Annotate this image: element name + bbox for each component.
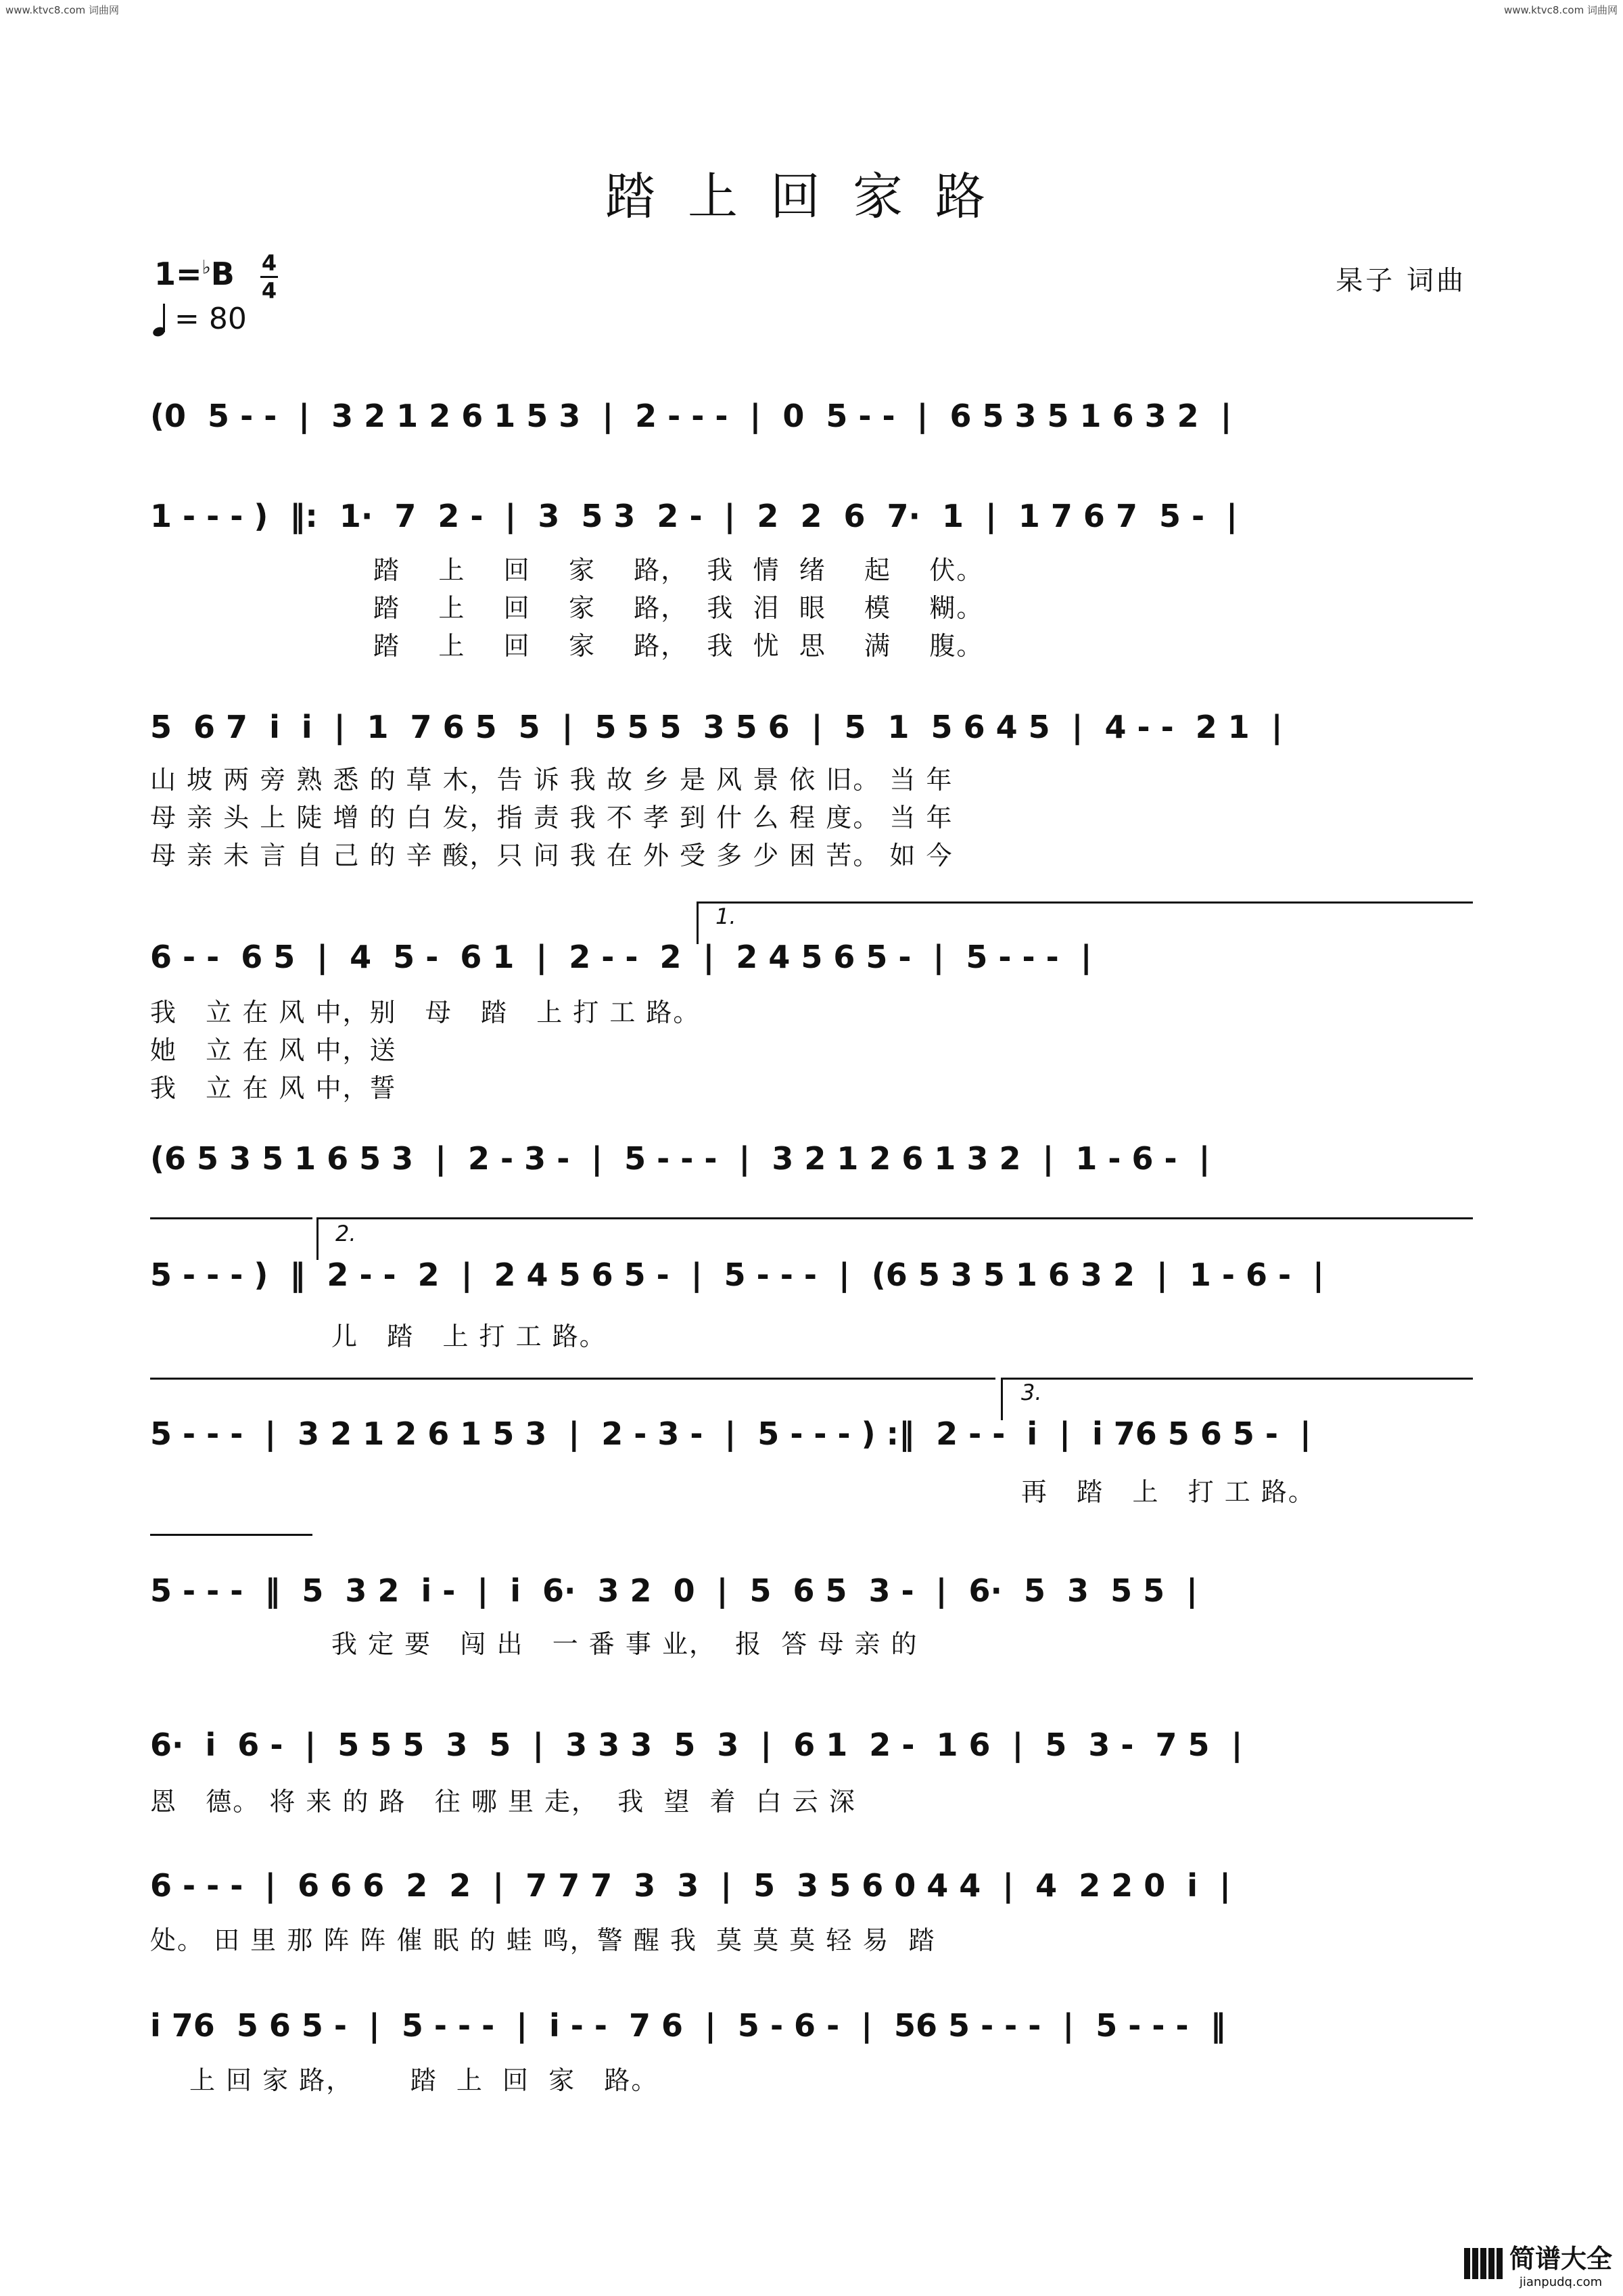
logo-sub-text: jianpudq.com (1519, 2275, 1603, 2289)
meter-top: 4 (261, 250, 277, 276)
notes: (0 5 - - | 3 2 1 2 6 1 5 3 | 2 - - - | 0 5 - - | 6 5 3 5 1 6 3 2 | (150, 398, 1232, 434)
lyric-text: 踏 上 回 家 路， 我 情 绪 起 伏。 (373, 555, 984, 585)
header-site-right: www.ktvc8.com 词曲网 (1503, 4, 1618, 16)
notation-line (150, 1255, 1472, 1295)
lyric-text: 母 亲 头 上 陡 增 的 白 发，指 责 我 不 孝 到 什 么 程 度。 当 年 (150, 803, 954, 833)
lyric-verse (150, 587, 1472, 621)
lyric-text: 母 亲 未 言 自 己 的 辛 酸，只 问 我 在 外 受 多 少 困 苦。 如 今 (150, 841, 954, 870)
lyric-text: 再 踏 上 打 工 路。 (1021, 1477, 1315, 1507)
bracket-line (150, 1378, 995, 1380)
notation-line (150, 396, 1472, 436)
bracket-line (150, 1217, 312, 1219)
notes: 5 - - - | 3 2 1 2 6 1 5 3 | 2 - 3 - | 5 - - - ) :‖ 2 - - i | i 76 5 6 5 - | (150, 1415, 1311, 1452)
notation-line (150, 1570, 1472, 1611)
lyric-text: 我 立 在 风 中，誓 (150, 1073, 397, 1103)
lyric-verse (150, 625, 1472, 659)
lyric-verse (189, 2059, 1204, 2093)
piano-keys-icon (1464, 2248, 1503, 2279)
notes: 6 - - 6 5 | 4 5 - 6 1 | 2 - - 2 | 2 4 5 6 5 - | 5 - - - | (150, 939, 1092, 975)
notes: 5 - - - ‖ 5 3 2 i - | i 6· 3 2 0 | 5 6 5 3 - | 6· 5 3 5 5 | (150, 1572, 1198, 1609)
lyric-verse (150, 549, 1472, 583)
lyric-verse (150, 797, 1472, 833)
notation-line (150, 2005, 1472, 2046)
lyric-text: 踏 上 回 家 路， 我 忧 思 满 腹。 (373, 631, 984, 661)
notation-line (150, 1413, 1472, 1454)
lyric-verse (150, 835, 1472, 868)
lyric-verse (1021, 1471, 1400, 1505)
key-prefix: 1= (154, 256, 202, 292)
lyric-verse (150, 759, 1472, 793)
notes: i 76 5 6 5 - | 5 - - - | i - - 7 6 | 5 - 6 - | 56 5 - - - | 5 - - - ‖ (150, 2007, 1226, 2044)
key-tone: B (210, 256, 235, 292)
notation-line (150, 937, 1472, 977)
bracket-line (150, 1534, 312, 1536)
logo-main-text: 简谱大全 (1509, 2244, 1612, 2274)
notes: 6 - - - | 6 6 6 2 2 | 7 7 7 3 3 | 5 3 5 6 0 4 4 | 4 2 2 0 i | (150, 1867, 1231, 1904)
notes: 1 - - - ) ‖: 1· 7 2 - | 3 5 3 2 - | 2 2 6 7· 1 | 1 7 6 7 5 - | (150, 498, 1238, 534)
lyric-verse (150, 991, 1198, 1025)
lyric-text: 我 立 在 风 中，别 母 踏 上 打 工 路。 (150, 998, 701, 1027)
tempo-value: = 80 (174, 302, 247, 336)
lyric-text: 她 立 在 风 中，送 (150, 1035, 397, 1065)
tempo-mark (153, 302, 247, 336)
notation-line (150, 1725, 1472, 1765)
notes: 6· i 6 - | 5 5 5 3 5 | 3 3 3 5 3 | 6 1 2 - 1 6 | 5 3 - 7 5 | (150, 1727, 1243, 1763)
notation-line (150, 707, 1472, 747)
lyric-verse (150, 1067, 1198, 1101)
lyric-text: 踏 上 回 家 路， 我 泪 眼 模 糊。 (373, 593, 984, 623)
volta-bracket (316, 1217, 1473, 1260)
author-credit: 杲子 词曲 (1336, 265, 1466, 296)
key-signature (154, 256, 235, 292)
lyric-text: 处。 田 里 那 阵 阵 催 眠 的 蛙 鸣，警 醒 我 莫 莫 莫 轻 易 踏 (150, 1925, 936, 1955)
lyric-text: 上 回 家 路， 踏 上 回 家 路。 (189, 2065, 659, 2095)
lyric-text: 山 坡 两 旁 熟 悉 的 草 木，告 诉 我 故 乡 是 风 景 依 旧。 当 年 (150, 765, 954, 795)
lyric-verse (331, 1623, 1447, 1657)
time-signature (260, 252, 278, 302)
site-logo (1464, 2238, 1612, 2289)
flat-sign: ♭ (202, 256, 211, 279)
notation-line (150, 1865, 1472, 1906)
notation-line (150, 1138, 1472, 1179)
lyric-verse (150, 1919, 1472, 1953)
lyric-text: 儿 踏 上 打 工 路。 (331, 1321, 607, 1351)
lyric-verse (150, 1029, 1198, 1063)
volta-label: 1. (715, 904, 736, 929)
quarter-note-icon (153, 302, 168, 336)
lyric-verse (150, 1781, 1472, 1817)
lyric-text: 我 定 要 闯 出 一 番 事 业， 报 答 母 亲 的 (331, 1629, 918, 1659)
lyric-verse (331, 1315, 737, 1349)
notes: 5 6 7 i i | 1 7 6 5 5 | 5 5 5 3 5 6 | 5 1 5 6 4 5 | 4 - - 2 1 | (150, 709, 1283, 745)
header-site-left: www.ktvc8.com 词曲网 (5, 4, 120, 16)
song-title: 踏上回家路 (605, 168, 1018, 226)
meter-bottom: 4 (261, 278, 277, 304)
notes: (6 5 3 5 1 6 5 3 | 2 - 3 - | 5 - - - | 3 2 1 2 6 1 3 2 | 1 - 6 - | (150, 1140, 1210, 1177)
notes: 5 - - - ) ‖ 2 - - 2 | 2 4 5 6 5 - | 5 - - - | (6 5 3 5 1 6 3 2 | 1 - 6 - | (150, 1257, 1324, 1293)
lyric-text: 恩 德。 将 来 的 路 往 哪 里 走， 我 望 着 白 云 深 (150, 1787, 856, 1817)
volta-label: 2. (335, 1221, 356, 1246)
volta-label: 3. (1021, 1380, 1042, 1405)
notation-line (150, 496, 1472, 536)
